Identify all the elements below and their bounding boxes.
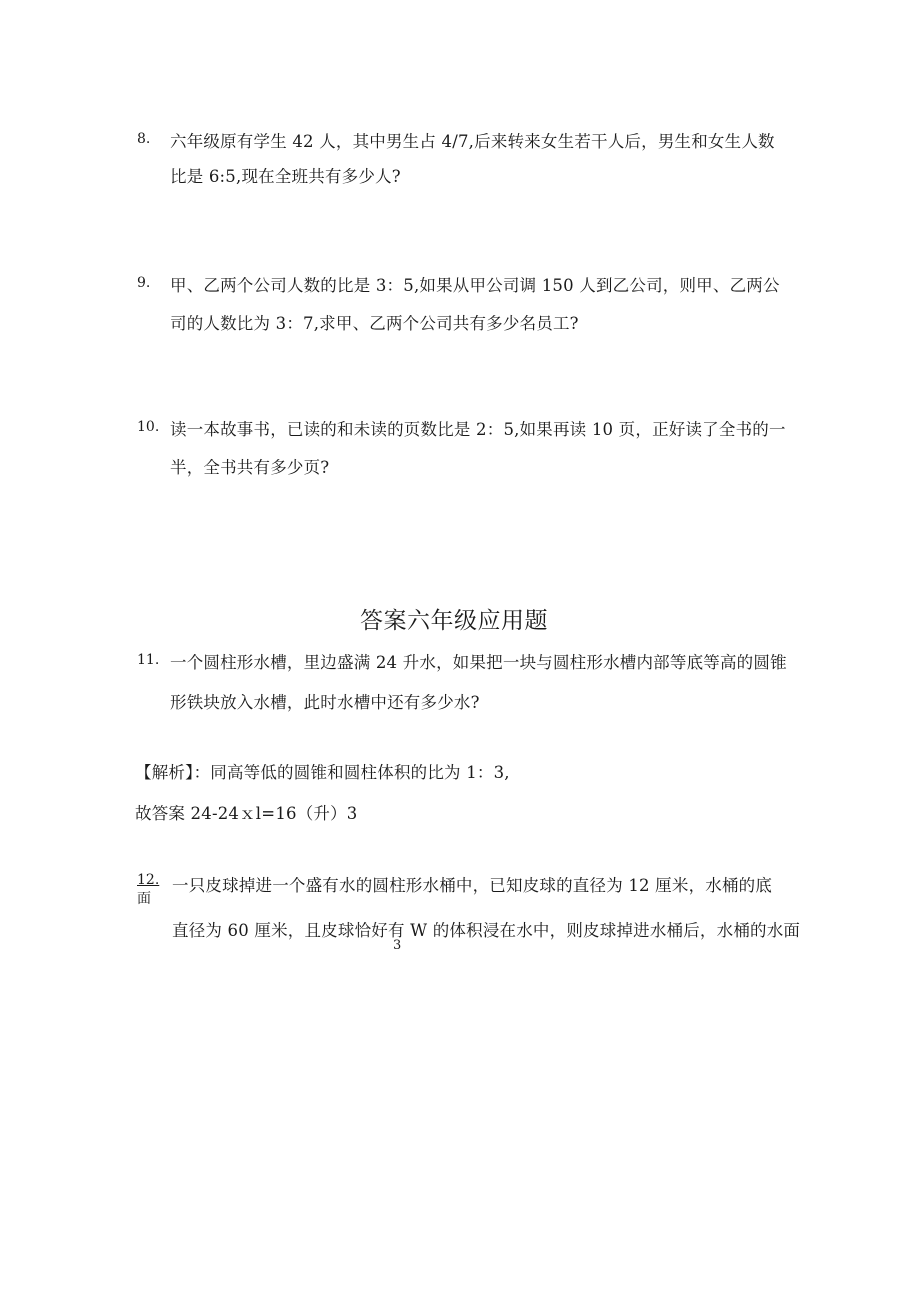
analysis-line: [135, 759, 510, 783]
question-8-line2: 比是 6:5,现在全班共有多少人?: [170, 167, 401, 186]
question-12-subscript: 3: [393, 938, 402, 953]
question-10-line2: 半，全书共有多少页?: [170, 458, 330, 477]
answer-line: 故答案 24-24ｘl=16（升）3: [135, 804, 358, 823]
question-12-line2: 直径为 60 厘米，且皮球恰好有 W 的体积浸在水中，则皮球掉进水桶后，水桶的水面: [172, 921, 801, 940]
question-10-line1: 读一本故事书，已读的和未读的页数比是 2：5,如果再读 10 页，正好读了全书的一: [170, 420, 786, 439]
question-11-line2: 形铁块放入水槽，此时水槽中还有多少水?: [170, 693, 480, 712]
analysis-text: ：同高等低的圆锥和圆柱体积的比为 1：3,: [193, 763, 510, 782]
question-9-line1: 甲、乙两个公司人数的比是 3：5,如果从甲公司调 150 人到乙公司，则甲、乙两公: [170, 276, 780, 295]
analysis-label: 【解析】: [135, 763, 194, 782]
question-12-overlap-char: 面: [137, 891, 151, 907]
question-9-number: 9.: [137, 275, 151, 291]
question-12-line1: 一只皮球掉进一个盛有水的圆柱形水桶中，已知皮球的直径为 12 厘米，水桶的底: [172, 876, 773, 895]
question-8-line1: 六年级原有学生 42 人，其中男生占 4/7,后来转来女生若干人后，男生和女生人数: [170, 132, 775, 151]
question-11-number: 11.: [137, 652, 160, 668]
question-9-line2: 司的人数比为 3：7,求甲、乙两个公司共有多少名员工?: [170, 314, 579, 333]
question-8-number: 8.: [137, 131, 151, 147]
question-12-number: 12.: [137, 872, 160, 888]
question-10-number: 10.: [137, 419, 160, 435]
answer-section-title: 答案六年级应用题: [360, 608, 548, 634]
question-11-line1: 一个圆柱形水槽，里边盛满 24 升水，如果把一块与圆柱形水槽内部等底等高的圆锥: [170, 653, 787, 672]
